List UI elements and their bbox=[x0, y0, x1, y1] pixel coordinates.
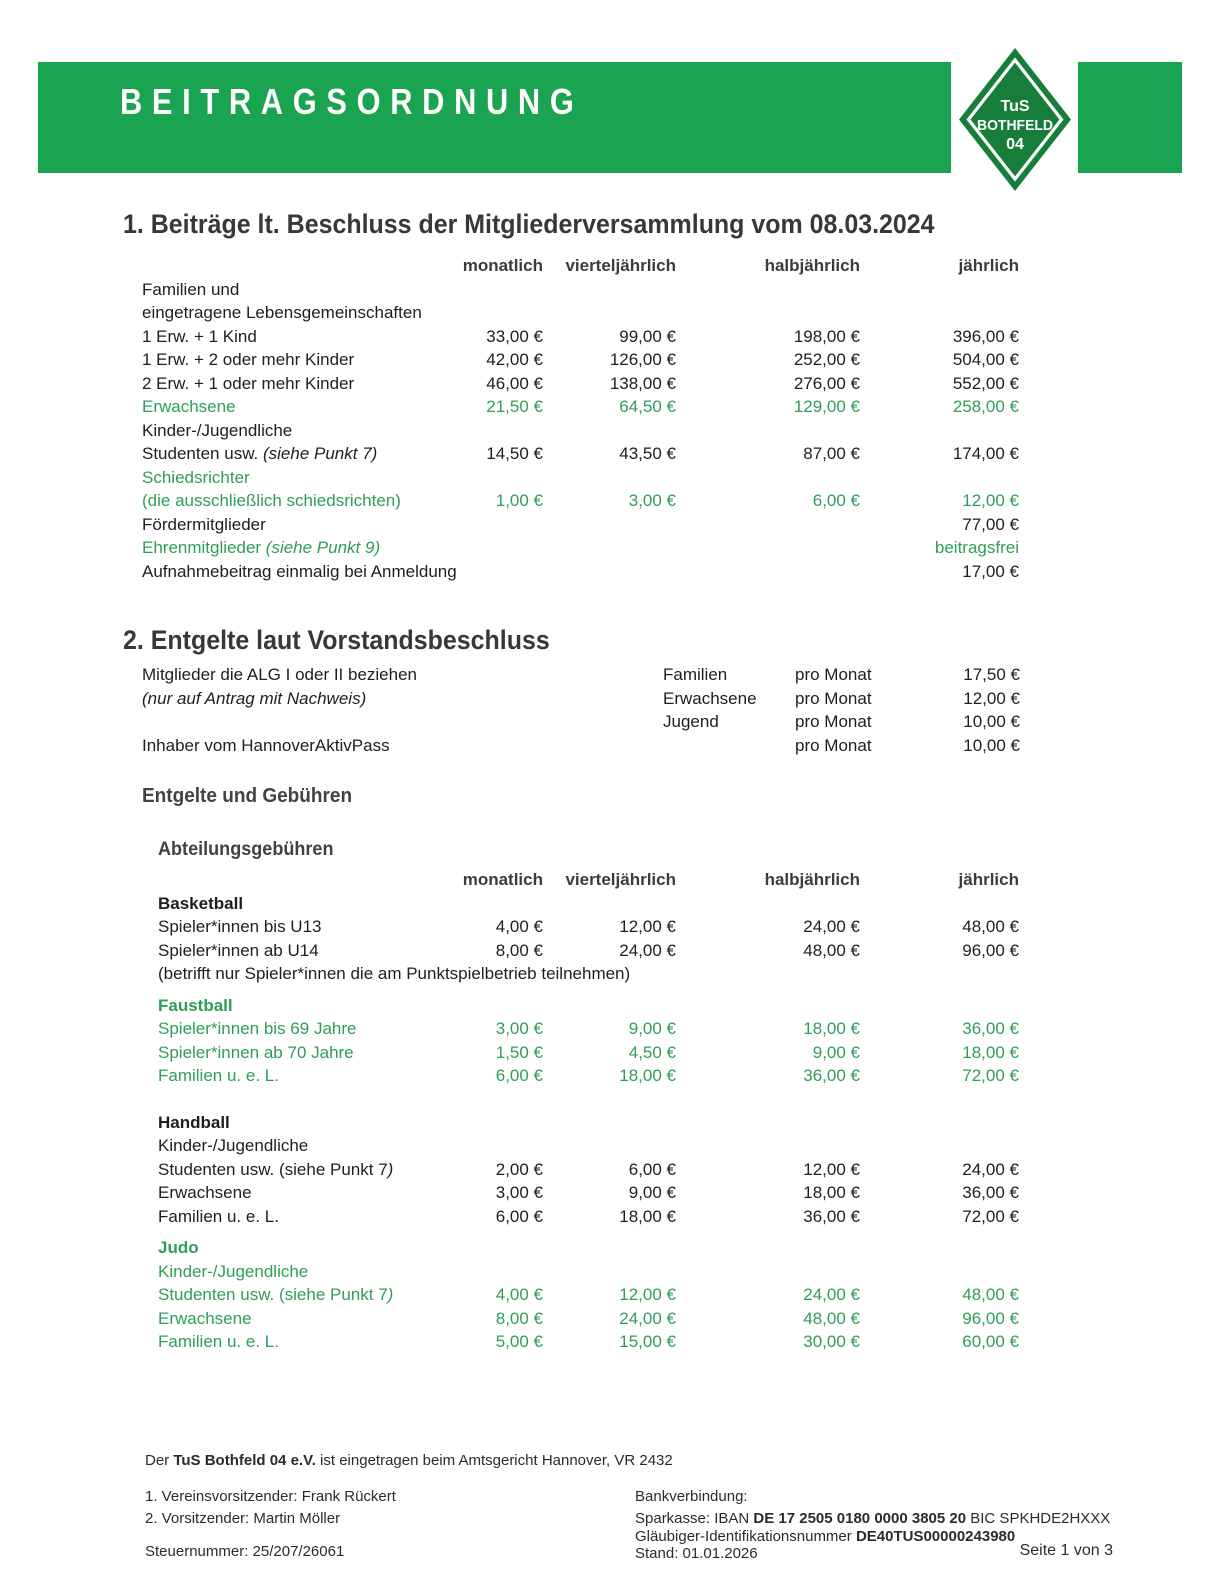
table-row bbox=[142, 513, 1020, 537]
row-category: Erwachsene bbox=[663, 688, 757, 708]
fee-value: 3,00 € bbox=[495, 1183, 543, 1202]
fee-value: 14,50 € bbox=[486, 444, 543, 463]
row-label: Erwachsene bbox=[158, 1183, 252, 1202]
fee-value: 96,00 € bbox=[962, 1308, 1019, 1328]
table-row bbox=[142, 687, 1020, 711]
fee-value: 138,00 € bbox=[609, 373, 676, 393]
table-row bbox=[142, 419, 1020, 443]
fee-value: 1,00 € bbox=[495, 491, 543, 510]
fee-value: 9,00 € bbox=[628, 1019, 676, 1038]
fee-value: 3,00 € bbox=[495, 1019, 543, 1038]
row-label: Studenten usw. (siehe Punkt 7) bbox=[142, 444, 378, 463]
fee-value: 18,00 € bbox=[803, 1019, 860, 1038]
fee-value bbox=[422, 560, 543, 584]
fee-value: 4,00 € bbox=[495, 917, 543, 936]
table-row bbox=[142, 325, 1020, 349]
fee-value: 252,00 € bbox=[793, 350, 860, 369]
fee-value bbox=[676, 536, 860, 560]
row-label: eingetragene Lebensgemeinschaften bbox=[142, 303, 422, 322]
fee-value bbox=[543, 513, 676, 537]
department-handball bbox=[142, 1111, 1020, 1229]
fee-value: 552,00 € bbox=[952, 373, 1019, 393]
fee-value: 24,00 € bbox=[803, 917, 860, 936]
fee-value: 42,00 € bbox=[486, 350, 543, 369]
department-name: Faustball bbox=[158, 995, 233, 1015]
fee-value: 276,00 € bbox=[793, 373, 860, 393]
fee-value: 43,50 € bbox=[619, 444, 676, 463]
row-label: Familien u. e. L. bbox=[158, 1206, 279, 1226]
fee-value: 24,00 € bbox=[962, 1159, 1019, 1179]
column-header: vierteljährlich bbox=[565, 256, 676, 275]
row-category: Jugend bbox=[663, 712, 719, 731]
row-label: Spieler*innen bis U13 bbox=[158, 917, 322, 936]
table-row bbox=[142, 1330, 1020, 1354]
header-spacer bbox=[142, 868, 422, 892]
fee-value bbox=[860, 301, 1019, 325]
fee-value: 6,00 € bbox=[495, 1206, 543, 1226]
row-label: (nur auf Antrag mit Nachweis) bbox=[142, 688, 367, 708]
table-row bbox=[142, 536, 1020, 560]
fee-value: 12,00 € bbox=[962, 491, 1019, 510]
fee-value bbox=[676, 419, 860, 443]
fee-value: 99,00 € bbox=[619, 326, 676, 346]
row-label: Erwachsene bbox=[158, 1308, 252, 1328]
column-header: halbjährlich bbox=[764, 870, 860, 889]
logo-text-line3: 04 bbox=[1006, 136, 1024, 153]
fee-value: 24,00 € bbox=[803, 1285, 860, 1304]
table-row bbox=[142, 1260, 1020, 1284]
table-row bbox=[142, 442, 1020, 466]
fee-value: 24,00 € bbox=[619, 940, 676, 960]
row-label: Familien u. e. L. bbox=[158, 1066, 279, 1085]
row-category: Familien bbox=[663, 665, 728, 684]
fee-value: 18,00 € bbox=[803, 1183, 860, 1202]
fee-value bbox=[860, 1134, 1019, 1158]
fee-value bbox=[860, 466, 1019, 490]
fee-value bbox=[676, 560, 860, 584]
fee-value: 396,00 € bbox=[952, 326, 1019, 346]
table-row bbox=[142, 489, 1020, 513]
fee-value: 17,50 € bbox=[963, 665, 1020, 684]
row-frequency: pro Monat bbox=[795, 665, 872, 684]
row-label bbox=[142, 710, 663, 734]
row-label: Familien und bbox=[142, 279, 240, 299]
fee-value: 6,00 € bbox=[812, 491, 860, 510]
department-name: Basketball bbox=[158, 893, 244, 913]
fee-value: 36,00 € bbox=[803, 1206, 860, 1226]
row-label: Kinder-/Jugendliche bbox=[142, 420, 293, 440]
fee-value: 258,00 € bbox=[952, 397, 1019, 416]
row-label: Mitglieder die ALG I oder II beziehen bbox=[142, 665, 417, 684]
fee-value: 12,00 € bbox=[619, 1285, 676, 1304]
row-label: Studenten usw. (siehe Punkt 7) bbox=[158, 1285, 394, 1304]
row-label: Studenten usw. (siehe Punkt 7) bbox=[158, 1159, 394, 1179]
table-row bbox=[142, 1307, 1020, 1331]
fee-value bbox=[543, 301, 676, 325]
table-row bbox=[142, 466, 1020, 490]
fee-value bbox=[676, 278, 860, 302]
fee-value: 24,00 € bbox=[619, 1308, 676, 1328]
page-title: BEITRAGSORDNUNG bbox=[120, 82, 584, 123]
row-label: (die ausschließlich schiedsrichten) bbox=[142, 491, 401, 510]
department-fee-tables bbox=[142, 892, 1020, 1354]
table-row bbox=[142, 348, 1020, 372]
row-label: Spieler*innen bis 69 Jahre bbox=[158, 1019, 357, 1038]
row-label: Aufnahmebeitrag einmalig bei Anmeldung bbox=[142, 561, 457, 581]
table-row bbox=[142, 372, 1020, 396]
column-header: monatlich bbox=[462, 870, 543, 889]
fee-value: 126,00 € bbox=[609, 350, 676, 369]
tax-number-line: Steuernummer: 25/207/26061 bbox=[145, 1543, 345, 1560]
table-row bbox=[142, 915, 1020, 939]
column-header: monatlich bbox=[462, 256, 543, 275]
fee-value: 18,00 € bbox=[619, 1206, 676, 1226]
fee-value: 2,00 € bbox=[495, 1159, 543, 1179]
department-name: Handball bbox=[158, 1112, 230, 1132]
fee-value: 72,00 € bbox=[962, 1206, 1019, 1226]
fee-value: 198,00 € bbox=[793, 326, 860, 346]
fee-value bbox=[676, 1134, 860, 1158]
row-label: Inhaber vom HannoverAktivPass bbox=[142, 735, 390, 755]
fee-value bbox=[543, 560, 676, 584]
fee-value: 64,50 € bbox=[619, 397, 676, 416]
fee-value: 48,00 € bbox=[803, 1308, 860, 1328]
fee-value: 9,00 € bbox=[812, 1042, 860, 1062]
fee-value: 15,00 € bbox=[619, 1332, 676, 1351]
section2-title: 2. Entgelte laut Vorstandsbeschluss bbox=[123, 624, 550, 655]
fee-value bbox=[422, 278, 543, 302]
row-category bbox=[663, 734, 795, 758]
fee-value: 48,00 € bbox=[962, 1285, 1019, 1304]
header-spacer bbox=[142, 254, 422, 278]
fee-value bbox=[422, 466, 543, 490]
table-row bbox=[142, 710, 1020, 734]
row-frequency: pro Monat bbox=[795, 735, 872, 755]
row-frequency: pro Monat bbox=[795, 688, 872, 708]
column-header: jährlich bbox=[958, 256, 1019, 275]
fee-value: 129,00 € bbox=[793, 397, 860, 416]
section1-title: 1. Beiträge lt. Beschluss der Mitgliederversammlung vom 08.03.2024 bbox=[123, 208, 935, 239]
fee-value: 4,50 € bbox=[628, 1042, 676, 1062]
fee-value: 17,00 € bbox=[962, 561, 1019, 581]
fee-value: 30,00 € bbox=[803, 1332, 860, 1351]
fee-value: 12,00 € bbox=[963, 688, 1020, 708]
fee-value: 87,00 € bbox=[803, 444, 860, 463]
fee-value: 12,00 € bbox=[619, 917, 676, 936]
row-label: Kinder-/Jugendliche bbox=[158, 1136, 309, 1155]
column-header: jährlich bbox=[958, 870, 1019, 889]
table-row bbox=[142, 560, 1020, 584]
fee-value bbox=[676, 513, 860, 537]
row-frequency: pro Monat bbox=[795, 712, 872, 731]
department-faustball bbox=[142, 994, 1020, 1088]
page-number: Seite 1 von 3 bbox=[1019, 1542, 1113, 1559]
fee-value bbox=[860, 278, 1019, 302]
fee-value bbox=[543, 419, 676, 443]
stand-date-line: Stand: 01.01.2026 bbox=[635, 1545, 758, 1562]
chairman2-line: 2. Vorsitzender: Martin Möller bbox=[145, 1510, 341, 1527]
board-resolution-fee-table bbox=[142, 663, 1020, 757]
fee-value: 6,00 € bbox=[495, 1066, 543, 1085]
fee-value bbox=[676, 1260, 860, 1284]
fee-value: 504,00 € bbox=[952, 350, 1019, 369]
department-note: (betrifft nur Spieler*innen die am Punktspielbetrieb teilnehmen) bbox=[158, 964, 631, 983]
row-label: Schiedsrichter bbox=[142, 467, 250, 487]
table-row bbox=[142, 395, 1020, 419]
fee-value: 60,00 € bbox=[962, 1332, 1019, 1351]
fee-value: 1,50 € bbox=[495, 1042, 543, 1062]
fee-value bbox=[860, 1260, 1019, 1284]
row-label: Fördermitglieder bbox=[142, 514, 266, 534]
fee-value: 9,00 € bbox=[628, 1183, 676, 1202]
fee-value bbox=[860, 419, 1019, 443]
fee-value: 48,00 € bbox=[803, 940, 860, 960]
fee-value: 18,00 € bbox=[962, 1042, 1019, 1062]
column-header: halbjährlich bbox=[764, 256, 860, 275]
fee-value bbox=[543, 536, 676, 560]
fee-value: 36,00 € bbox=[962, 1019, 1019, 1038]
fee-value: 96,00 € bbox=[962, 940, 1019, 960]
fee-value bbox=[422, 513, 543, 537]
row-label: 1 Erw. + 2 oder mehr Kinder bbox=[142, 350, 355, 369]
table-row bbox=[142, 1181, 1020, 1205]
table-row bbox=[142, 1158, 1020, 1182]
table-row bbox=[142, 663, 1020, 687]
table-row bbox=[142, 1041, 1020, 1065]
row-label: 1 Erw. + 1 Kind bbox=[142, 326, 257, 346]
bank-iban-line: Sparkasse: IBAN DE 17 2505 0180 0000 3805 20 BIC SPKHDE2HXXX bbox=[635, 1510, 1111, 1527]
fee-value: 4,00 € bbox=[495, 1285, 543, 1304]
fee-value bbox=[543, 278, 676, 302]
row-label: Erwachsene bbox=[142, 397, 236, 416]
fee-table-header bbox=[142, 254, 1020, 278]
fee-value: 10,00 € bbox=[963, 735, 1020, 755]
department-fees-heading: Abteilungsgebühren bbox=[158, 838, 334, 860]
table-row bbox=[142, 1064, 1020, 1088]
fee-value: 8,00 € bbox=[495, 1308, 543, 1328]
fee-value bbox=[676, 466, 860, 490]
table-row bbox=[142, 301, 1020, 325]
department-table-header bbox=[142, 868, 1020, 892]
table-row bbox=[142, 734, 1020, 758]
fee-value bbox=[422, 419, 543, 443]
fee-value bbox=[422, 301, 543, 325]
row-label: Ehrenmitglieder (siehe Punkt 9) bbox=[142, 538, 381, 557]
registration-line: Der TuS Bothfeld 04 e.V. ist eingetragen beim Amtsgericht Hannover, VR 2432 bbox=[145, 1452, 673, 1469]
fee-value bbox=[422, 1260, 543, 1284]
table-row bbox=[142, 1283, 1020, 1307]
column-header: vierteljährlich bbox=[565, 870, 676, 889]
logo-text-line2: BOTHFELD bbox=[977, 117, 1054, 134]
fee-value: 18,00 € bbox=[619, 1066, 676, 1085]
row-label: Kinder-/Jugendliche bbox=[158, 1261, 309, 1281]
row-label: Familien u. e. L. bbox=[158, 1332, 279, 1351]
fee-value bbox=[422, 1134, 543, 1158]
fee-value: 36,00 € bbox=[962, 1183, 1019, 1202]
table-row bbox=[142, 1017, 1020, 1041]
fee-value bbox=[676, 301, 860, 325]
department-basketball bbox=[142, 892, 1020, 986]
fee-value: 3,00 € bbox=[628, 491, 676, 510]
bank-heading: Bankverbindung: bbox=[635, 1488, 748, 1505]
document-body bbox=[123, 0, 1020, 1354]
table-row bbox=[142, 939, 1020, 963]
fee-value: 36,00 € bbox=[803, 1066, 860, 1085]
row-label: Spieler*innen ab U14 bbox=[158, 940, 319, 960]
table-row bbox=[142, 1134, 1020, 1158]
membership-fee-table bbox=[142, 278, 1020, 584]
fee-value: 12,00 € bbox=[803, 1159, 860, 1179]
row-label: Spieler*innen ab 70 Jahre bbox=[158, 1042, 354, 1062]
fee-value: 10,00 € bbox=[963, 712, 1020, 731]
fee-value: 48,00 € bbox=[962, 917, 1019, 936]
fee-value bbox=[543, 466, 676, 490]
row-label: 2 Erw. + 1 oder mehr Kinder bbox=[142, 373, 355, 393]
fees-heading: Entgelte und Gebühren bbox=[142, 784, 353, 807]
department-name: Judo bbox=[158, 1238, 199, 1257]
fee-value: 5,00 € bbox=[495, 1332, 543, 1351]
fee-value bbox=[422, 536, 543, 560]
table-row bbox=[142, 278, 1020, 302]
banner-accent-block bbox=[1078, 62, 1182, 173]
fee-value: 8,00 € bbox=[495, 940, 543, 960]
fee-value: 6,00 € bbox=[628, 1159, 676, 1179]
fee-value: 33,00 € bbox=[486, 326, 543, 346]
fee-value: 77,00 € bbox=[962, 514, 1019, 534]
department-judo bbox=[142, 1236, 1020, 1354]
fee-value: 46,00 € bbox=[486, 373, 543, 393]
table-row bbox=[142, 1205, 1020, 1229]
logo-text-line1: TuS bbox=[1000, 98, 1030, 115]
creditor-id-line: Gläubiger-Identifikationsnummer DE40TUS00000243980 bbox=[635, 1528, 1016, 1545]
fee-value bbox=[543, 1260, 676, 1284]
chairman1-line: 1. Vereinsvorsitzender: Frank Rückert bbox=[145, 1488, 396, 1505]
fee-value bbox=[543, 1134, 676, 1158]
fee-value: 21,50 € bbox=[486, 397, 543, 416]
fee-value: 174,00 € bbox=[952, 444, 1019, 463]
fee-value: beitragsfrei bbox=[934, 538, 1019, 557]
fee-value: 72,00 € bbox=[962, 1066, 1019, 1085]
